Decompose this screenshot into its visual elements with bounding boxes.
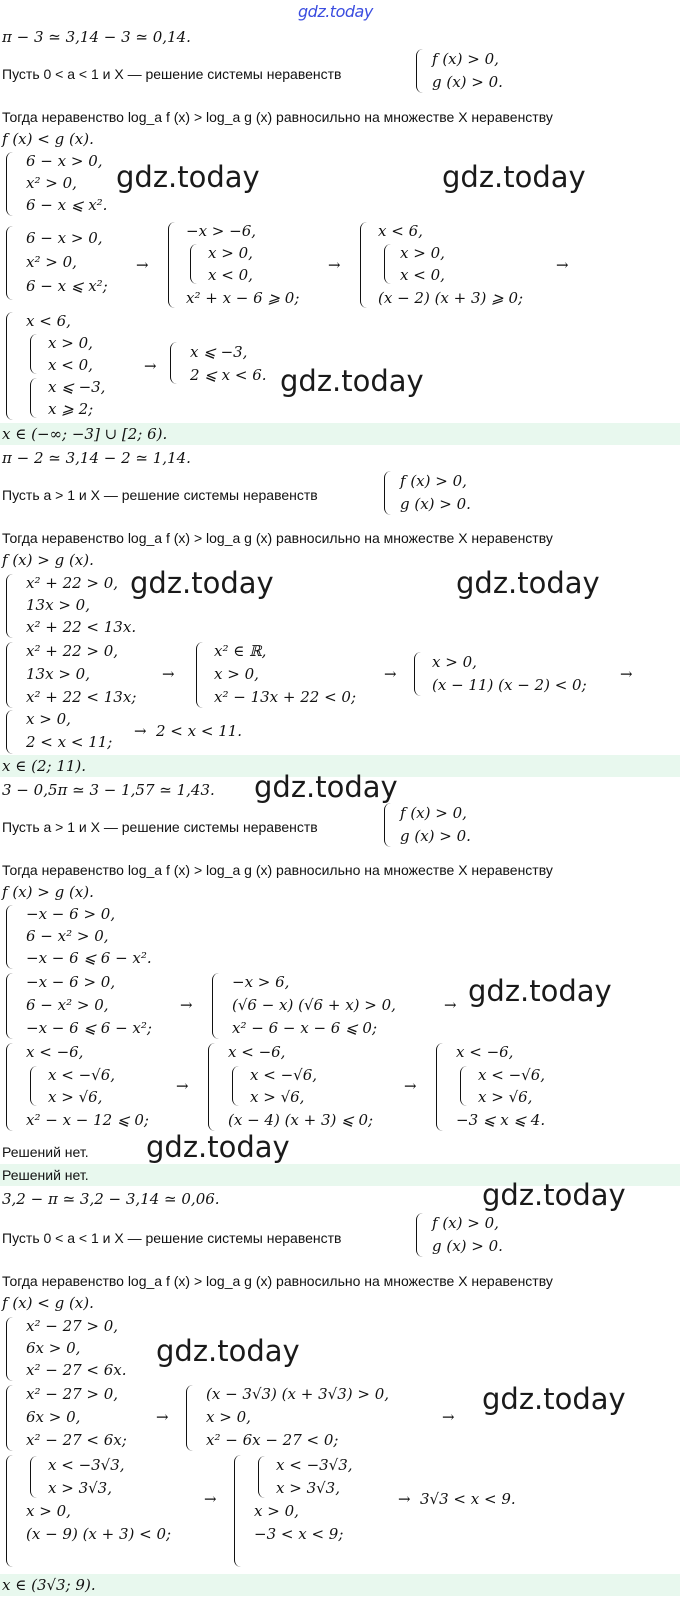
system-line: x² > 0,	[26, 253, 77, 271]
system-line: x < 0,	[400, 266, 445, 284]
implies-arrow: →	[398, 1490, 411, 1508]
system-line: (x − 4) (x + 3) ⩽ 0;	[228, 1111, 374, 1129]
watermark: gdz.today	[130, 566, 274, 600]
system-line: −x − 6 ⩽ 6 − x².	[26, 949, 152, 967]
system-line: x ⩾ 2;	[48, 400, 94, 418]
system-brace	[436, 1043, 443, 1131]
system-line: (x − 2) (x + 3) ⩾ 0;	[378, 289, 524, 307]
system-line: x² − 13x + 22 < 0;	[214, 688, 357, 706]
system-line: x² + 22 < 13x;	[26, 688, 137, 706]
system-line: 6 − x² > 0,	[26, 996, 109, 1014]
equivalence-text: Тогда неравенство log_a f (x) > log_a g (x) равносильно на множестве X неравенству	[2, 109, 553, 125]
let-text: Пусть a > 1 и X — решение системы неравенств	[2, 819, 318, 835]
condition-f: f (x) > 0,	[432, 50, 499, 68]
watermark: gdz.today	[280, 364, 424, 398]
system-line: x < 0,	[48, 356, 93, 374]
system-brace	[190, 244, 197, 284]
system-brace	[6, 312, 13, 420]
system-line: x² − 27 < 6x;	[26, 1431, 127, 1449]
system-line: x > √6,	[48, 1088, 103, 1106]
answer: x ∈ (3√3; 9).	[2, 1576, 96, 1594]
system-brace	[6, 226, 13, 300]
implies-arrow: →	[176, 1077, 189, 1095]
no-solutions-text: Решений нет.	[2, 1144, 89, 1160]
answer-band	[0, 1574, 680, 1596]
system-line: 6x > 0,	[26, 1339, 81, 1357]
reduced-inequality: f (x) < g (x).	[2, 1294, 94, 1312]
system-line: −x > 6,	[232, 973, 290, 991]
system-line: 2 < x < 11;	[26, 733, 113, 751]
system-brace	[234, 1455, 241, 1567]
system-brace	[6, 710, 13, 754]
system-line: −x − 6 ⩽ 6 − x²;	[26, 1019, 152, 1037]
system-brace	[196, 642, 203, 708]
implies-arrow: →	[144, 357, 157, 375]
equivalence-text: Тогда неравенство log_a f (x) > log_a g (x) равносильно на множестве X неравенству	[2, 530, 553, 546]
system-line: −x − 6 > 0,	[26, 973, 116, 991]
system-result: 2 < x < 11.	[156, 722, 243, 740]
system-line: x ⩽ −3,	[190, 343, 248, 361]
condition-g: g (x) > 0.	[400, 495, 471, 513]
let-text: Пусть 0 < a < 1 и X — решение системы неравенств	[2, 66, 342, 82]
system-line: x > 3√3,	[276, 1479, 340, 1497]
reduced-inequality: f (x) < g (x).	[2, 130, 94, 148]
system-line: x² − 6 − x − 6 ⩽ 0;	[232, 1019, 378, 1037]
estimate-line: π − 2 ≃ 3,14 − 2 ≃ 1,14.	[2, 449, 191, 467]
system-line: x < 6,	[378, 222, 423, 240]
system-line: 6 − x > 0,	[26, 229, 103, 247]
implies-arrow: →	[162, 665, 175, 683]
implies-arrow: →	[444, 996, 457, 1014]
estimate-line: 3 − 0,5π ≃ 3 − 1,57 ≃ 1,43.	[2, 781, 215, 799]
answer: x ∈ (−∞; −3] ∪ [2; 6).	[2, 425, 168, 443]
answer: x ∈ (2; 11).	[2, 757, 87, 775]
system-line: x > 0,	[400, 244, 445, 262]
system-line: x > 3√3,	[48, 1479, 112, 1497]
system-line: x > 0,	[26, 1502, 71, 1520]
system-line: 2 ⩽ x < 6.	[190, 366, 267, 384]
system-brace	[258, 1456, 265, 1498]
let-text: Пусть a > 1 и X — решение системы неравенств	[2, 487, 318, 503]
watermark: gdz.today	[482, 1382, 626, 1416]
system-line: (x − 11) (x − 2) < 0;	[432, 676, 587, 694]
system-line: 13x > 0,	[26, 665, 90, 683]
system-line: x² ∈ ℝ,	[214, 642, 267, 660]
system-brace	[460, 1066, 467, 1106]
answer: Решений нет.	[2, 1167, 89, 1183]
system-line: x² − 27 > 0,	[26, 1385, 119, 1403]
condition-g: g (x) > 0.	[432, 73, 503, 91]
system-brace	[30, 1066, 37, 1106]
system-brace	[6, 152, 13, 216]
system-brace	[6, 973, 13, 1039]
system-line: x² − 27 > 0,	[26, 1317, 119, 1335]
implies-arrow: →	[204, 1490, 217, 1508]
system-line: 6 − x² > 0,	[26, 927, 109, 945]
system-line: 6x > 0,	[26, 1408, 81, 1426]
equivalence-text: Тогда неравенство log_a f (x) > log_a g (x) равносильно на множестве X неравенству	[2, 862, 553, 878]
system-brace	[6, 1043, 13, 1131]
system-line: x < −√6,	[48, 1066, 116, 1084]
system-brace	[170, 342, 177, 384]
system-line: x > 0,	[208, 244, 253, 262]
system-brace	[6, 1317, 13, 1381]
system-line: x < 0,	[208, 266, 253, 284]
system-brace	[414, 652, 421, 696]
implies-arrow: →	[384, 665, 397, 683]
system-brace	[6, 1455, 13, 1567]
system-line: x < −3√3,	[276, 1456, 353, 1474]
system-brace	[6, 1385, 13, 1451]
implies-arrow: →	[404, 1077, 417, 1095]
system-brace	[360, 222, 367, 308]
system-brace	[416, 49, 423, 93]
system-brace	[416, 1213, 423, 1257]
implies-arrow: →	[556, 256, 569, 274]
system-brace	[186, 1385, 193, 1451]
system-brace	[208, 1043, 215, 1131]
system-line: x < −6,	[228, 1043, 286, 1061]
system-line: x < −3√3,	[48, 1456, 125, 1474]
system-line: 6 − x ⩽ x².	[26, 196, 108, 214]
system-line: x > 0,	[214, 665, 259, 683]
system-brace	[6, 574, 13, 638]
implies-arrow: →	[620, 665, 633, 683]
system-brace	[384, 471, 391, 515]
system-line: x > 0,	[254, 1502, 299, 1520]
system-line: x > 0,	[206, 1408, 251, 1426]
system-brace	[212, 973, 219, 1039]
system-line: x² + 22 > 0,	[26, 574, 119, 592]
system-line: (x − 9) (x + 3) < 0;	[26, 1525, 172, 1543]
system-line: x² − 6x − 27 < 0;	[206, 1431, 339, 1449]
system-line: x² > 0,	[26, 174, 77, 192]
system-brace	[168, 222, 175, 308]
system-line: −x > −6,	[186, 222, 257, 240]
system-line: −3 < x < 9;	[254, 1525, 344, 1543]
system-line: 6 − x > 0,	[26, 152, 103, 170]
watermark: gdz.today	[254, 770, 398, 804]
condition-g: g (x) > 0.	[400, 827, 471, 845]
system-line: x < 6,	[26, 312, 71, 330]
implies-arrow: →	[134, 722, 147, 740]
system-line: x < −6,	[26, 1043, 84, 1061]
watermark: gdz.today	[116, 160, 260, 194]
system-line: x < −√6,	[250, 1066, 318, 1084]
reduced-inequality: f (x) > g (x).	[2, 551, 94, 569]
watermark: gdz.today	[468, 974, 612, 1008]
system-result: 3√3 < x < 9.	[420, 1490, 516, 1508]
system-brace	[30, 334, 37, 374]
watermark: gdz.today	[482, 1178, 626, 1212]
system-brace	[6, 642, 13, 708]
watermark: gdz.today	[146, 1130, 290, 1164]
system-line: x² + 22 < 13x.	[26, 618, 137, 636]
system-line: x² + x − 6 ⩾ 0;	[186, 289, 300, 307]
reduced-inequality: f (x) > g (x).	[2, 883, 94, 901]
system-line: x > 0,	[26, 710, 71, 728]
site-logo[interactable]: gdz.today	[298, 2, 373, 21]
condition-f: f (x) > 0,	[400, 804, 467, 822]
condition-g: g (x) > 0.	[432, 1237, 503, 1255]
watermark: gdz.today	[442, 160, 586, 194]
let-text: Пусть 0 < a < 1 и X — решение системы неравенств	[2, 1230, 342, 1246]
system-brace	[384, 244, 391, 284]
system-brace	[30, 1456, 37, 1498]
system-line: x² − x − 12 ⩽ 0;	[26, 1111, 149, 1129]
system-line: x > 0,	[432, 653, 477, 671]
system-brace	[6, 905, 13, 969]
system-line: −3 ⩽ x ⩽ 4.	[456, 1111, 546, 1129]
estimate-line: 3,2 − π ≃ 3,2 − 3,14 ≃ 0,06.	[2, 1190, 220, 1208]
system-line: x² − 27 < 6x.	[26, 1361, 127, 1379]
system-line: 6 − x ⩽ x²;	[26, 277, 108, 295]
system-line: x < −6,	[456, 1043, 514, 1061]
system-line: 13x > 0,	[26, 596, 90, 614]
implies-arrow: →	[180, 996, 193, 1014]
system-line: −x − 6 > 0,	[26, 905, 116, 923]
system-line: x > 0,	[48, 334, 93, 352]
implies-arrow: →	[156, 1408, 169, 1426]
condition-f: f (x) > 0,	[432, 1214, 499, 1232]
watermark: gdz.today	[456, 566, 600, 600]
watermark: gdz.today	[156, 1334, 300, 1368]
system-line: x² + 22 > 0,	[26, 642, 119, 660]
implies-arrow: →	[442, 1408, 455, 1426]
equivalence-text: Тогда неравенство log_a f (x) > log_a g (x) равносильно на множестве X неравенству	[2, 1273, 553, 1289]
system-line: x > √6,	[250, 1088, 305, 1106]
system-line: x > √6,	[478, 1088, 533, 1106]
system-line: (√6 − x) (√6 + x) > 0,	[232, 996, 396, 1014]
system-line: (x − 3√3) (x + 3√3) > 0,	[206, 1385, 390, 1403]
system-line: x < −√6,	[478, 1066, 546, 1084]
system-brace	[384, 803, 391, 847]
system-brace	[232, 1066, 239, 1106]
implies-arrow: →	[136, 256, 149, 274]
estimate-line: π − 3 ≃ 3,14 − 3 ≃ 0,14.	[2, 28, 191, 46]
condition-f: f (x) > 0,	[400, 472, 467, 490]
system-brace	[30, 378, 37, 418]
implies-arrow: →	[328, 256, 341, 274]
system-line: x ⩽ −3,	[48, 378, 106, 396]
